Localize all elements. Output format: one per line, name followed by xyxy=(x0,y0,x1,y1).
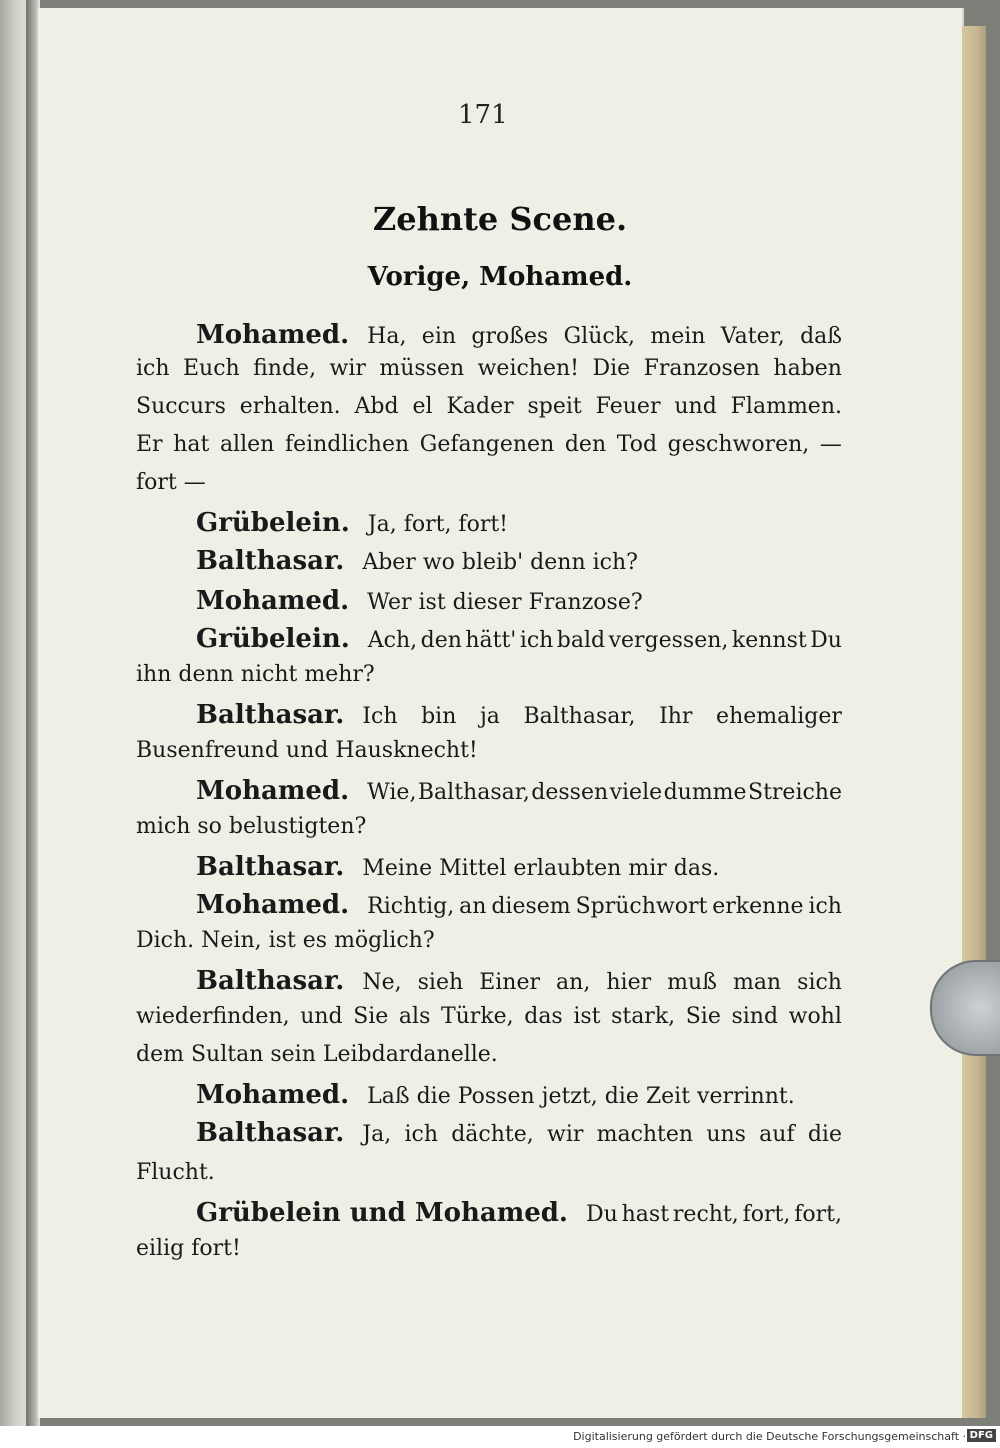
word: stark, xyxy=(611,1004,676,1029)
word: an xyxy=(459,894,487,919)
text-line xyxy=(196,852,842,882)
word: Abd xyxy=(354,394,399,419)
word: Balthasar, xyxy=(417,780,530,805)
word: hier xyxy=(606,970,652,995)
word: dumme xyxy=(663,780,747,805)
word: sieh xyxy=(417,970,464,995)
word: Die xyxy=(592,356,631,381)
text-line xyxy=(196,546,842,576)
word: Kader xyxy=(446,394,514,419)
word: wir xyxy=(546,1122,584,1147)
word: viele xyxy=(609,780,663,805)
word: Tod xyxy=(616,432,658,457)
line-text: Meine Mittel erlaubten mir das. xyxy=(362,856,720,881)
word: Glück, xyxy=(563,324,636,349)
line-text: Dich. Nein, ist es möglich? xyxy=(136,928,435,953)
text-line xyxy=(136,432,842,457)
text-line xyxy=(196,320,842,350)
speaker-name: Mohamed. xyxy=(196,890,350,920)
word: recht, xyxy=(672,1202,739,1227)
word: Ihr xyxy=(659,704,693,729)
text-line xyxy=(196,700,842,730)
line-text xyxy=(367,894,842,919)
word: fort, xyxy=(742,1202,791,1227)
text-line xyxy=(196,508,842,538)
speaker-name: Grübelein und Mohamed. xyxy=(196,1198,568,1228)
word: hat xyxy=(173,432,210,457)
word: machten xyxy=(596,1122,694,1147)
speaker-name: Balthasar. xyxy=(196,546,345,576)
speaker-name: Mohamed. xyxy=(196,586,350,616)
line-text: Ja, fort, fort! xyxy=(367,512,509,537)
word: Franzosen xyxy=(643,356,760,381)
text-line xyxy=(136,814,842,839)
word: bin xyxy=(421,704,457,729)
word: — xyxy=(819,432,842,457)
word: das xyxy=(524,1004,563,1029)
word: kennst xyxy=(731,628,807,653)
word: und xyxy=(300,1004,343,1029)
text-line xyxy=(196,776,842,806)
word: daß xyxy=(800,324,842,349)
speaker-name: Grübelein. xyxy=(196,624,350,654)
text-line xyxy=(196,624,842,654)
scene-title: Zehnte Scene. xyxy=(372,200,628,238)
line-text: eilig fort! xyxy=(136,1236,241,1261)
line-text xyxy=(367,780,842,805)
word: Ich xyxy=(362,704,398,729)
word: Sprüchwort xyxy=(575,894,708,919)
text-line xyxy=(136,928,842,953)
line-text: Busenfreund und Hausknecht! xyxy=(136,738,478,763)
word: ich xyxy=(519,628,554,653)
word: diesem xyxy=(491,894,571,919)
word: Richtig, xyxy=(367,894,455,919)
word: hast xyxy=(621,1202,670,1227)
word: dessen xyxy=(531,780,609,805)
speaker-name: Balthasar. xyxy=(196,1118,345,1148)
text-line xyxy=(136,394,842,419)
speaker-name: Grübelein. xyxy=(196,508,350,538)
word: wir xyxy=(329,356,366,381)
word: und xyxy=(674,394,717,419)
word: als xyxy=(398,1004,431,1029)
text-line xyxy=(136,1004,842,1029)
digitization-credit: Digitalisierung gefördert durch die Deutsche Forschungsgemeinschaft · xyxy=(573,1430,966,1443)
word: Vater, xyxy=(720,324,785,349)
word: Feuer xyxy=(595,394,661,419)
line-text: dem Sultan sein Leibdardanelle. xyxy=(136,1042,498,1067)
dfg-logo: DFG xyxy=(967,1429,996,1442)
line-text: Flucht. xyxy=(136,1160,215,1185)
word: Du xyxy=(585,1202,618,1227)
line-text xyxy=(368,628,842,653)
word: auf xyxy=(759,1122,795,1147)
word: geschworen, xyxy=(667,432,810,457)
line-text: Aber wo bleib' denn ich? xyxy=(362,550,638,575)
text-line xyxy=(196,890,842,920)
speaker-name: Balthasar. xyxy=(196,852,345,882)
word: vergessen, xyxy=(608,628,729,653)
line-text xyxy=(362,704,842,729)
line-text xyxy=(136,1004,842,1029)
word: speit xyxy=(527,394,582,419)
page-number: 171 xyxy=(458,100,508,130)
word: ich xyxy=(404,1122,438,1147)
text-line xyxy=(196,1118,842,1148)
word: sich xyxy=(797,970,842,995)
word: haben xyxy=(773,356,842,381)
word: el xyxy=(412,394,433,419)
text-line xyxy=(196,1080,842,1110)
word: ist xyxy=(573,1004,601,1029)
word: wohl xyxy=(788,1004,842,1029)
line-text xyxy=(136,394,842,419)
word: wiederfinden, xyxy=(136,1004,290,1029)
word: Sie xyxy=(353,1004,389,1029)
word: Flammen. xyxy=(730,394,842,419)
word: uns xyxy=(706,1122,746,1147)
text-line xyxy=(136,1160,842,1185)
text-line xyxy=(136,662,842,687)
word: an, xyxy=(556,970,591,995)
text-line xyxy=(136,1042,842,1067)
line-text xyxy=(136,356,842,381)
line-text xyxy=(136,432,842,457)
word: erhalten. xyxy=(239,394,341,419)
word: finde, xyxy=(253,356,317,381)
line-text: fort — xyxy=(136,470,206,495)
word: fort, xyxy=(794,1202,842,1227)
word: hätt' xyxy=(465,628,517,653)
word: Ach, xyxy=(367,628,418,653)
word: feindlichen xyxy=(284,432,410,457)
line-text: Laß die Possen jetzt, die Zeit verrinnt. xyxy=(367,1084,795,1109)
text-line xyxy=(196,966,842,996)
line-text: mich so belustigten? xyxy=(136,814,367,839)
line-text xyxy=(367,324,842,349)
word: sind xyxy=(731,1004,779,1029)
word: man xyxy=(732,970,782,995)
word: großes xyxy=(471,324,549,349)
word: allen xyxy=(219,432,275,457)
line-text: Wer ist dieser Franzose? xyxy=(367,590,643,615)
text-line xyxy=(136,1236,842,1261)
word: ein xyxy=(421,324,457,349)
text-line xyxy=(136,738,842,763)
word: ich xyxy=(808,894,842,919)
word: den xyxy=(564,432,607,457)
word: erkenne xyxy=(712,894,804,919)
word: Du xyxy=(810,628,842,653)
word: Sie xyxy=(685,1004,721,1029)
word: die xyxy=(807,1122,842,1147)
word: den xyxy=(420,628,462,653)
line-text xyxy=(362,1122,842,1147)
speaker-name: Mohamed. xyxy=(196,1080,350,1110)
speaker-name: Mohamed. xyxy=(196,320,350,350)
word: ehemaliger xyxy=(716,704,842,729)
word: Succurs xyxy=(136,394,226,419)
word: Balthasar, xyxy=(523,704,636,729)
word: dächte, xyxy=(451,1122,534,1147)
line-text: ihn denn nicht mehr? xyxy=(136,662,375,687)
word: Türke, xyxy=(440,1004,514,1029)
word: weichen! xyxy=(477,356,579,381)
word: mein xyxy=(650,324,706,349)
word: muß xyxy=(667,970,717,995)
text-line xyxy=(136,470,842,495)
speaker-name: Mohamed. xyxy=(196,776,350,806)
line-text xyxy=(586,1202,842,1227)
word: ja xyxy=(479,704,500,729)
text-line xyxy=(196,586,842,616)
word: Wie, xyxy=(367,780,417,805)
word: ich xyxy=(136,356,170,381)
speaker-name: Balthasar. xyxy=(196,966,345,996)
word: Euch xyxy=(182,356,240,381)
word: müssen xyxy=(379,356,465,381)
text-line xyxy=(196,1198,842,1228)
word: Einer xyxy=(479,970,540,995)
line-text xyxy=(362,970,842,995)
speaker-name: Balthasar. xyxy=(196,700,345,730)
scene-subtitle: Vorige, Mohamed. xyxy=(367,262,633,292)
text-line xyxy=(136,356,842,381)
word: bald xyxy=(556,628,606,653)
word: Er xyxy=(136,432,163,457)
word: Streiche xyxy=(748,780,842,805)
word: Ja, xyxy=(362,1122,392,1147)
word: Gefangenen xyxy=(419,432,555,457)
word: Ne, xyxy=(362,970,402,995)
word: Ha, xyxy=(367,324,407,349)
